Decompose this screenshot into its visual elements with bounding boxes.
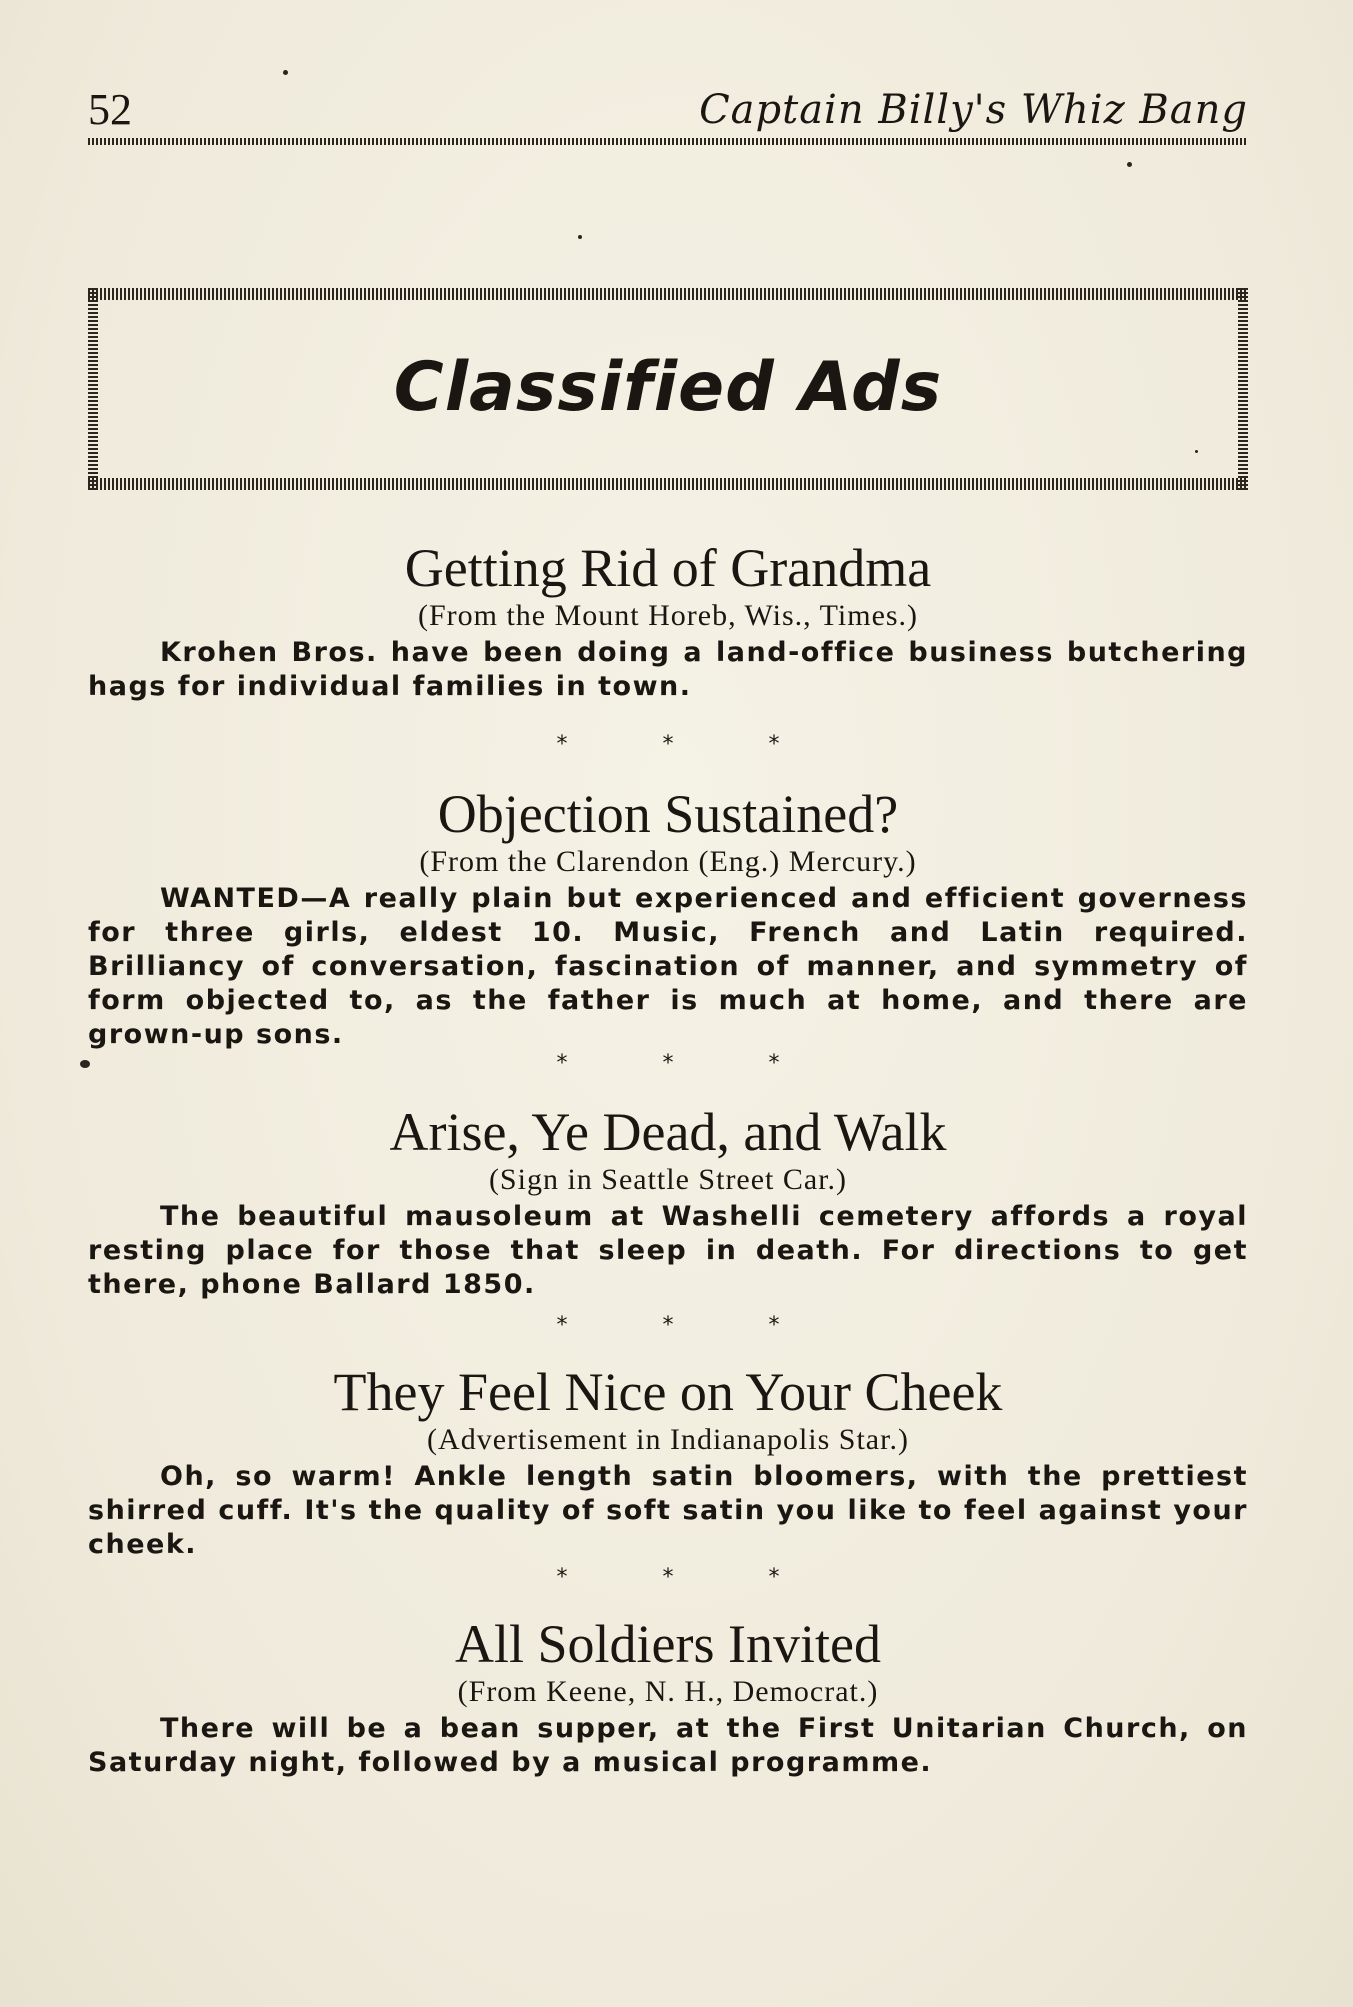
header-rule xyxy=(88,138,1248,145)
paper-speck xyxy=(80,1060,90,1068)
ad-body: The beautiful mausoleum at Washelli cemetery affords a royal resting place for those that sleep in death. For directions to get there, phone Ballard 1850. xyxy=(88,1201,1248,1300)
ad-item xyxy=(88,784,1248,1052)
ad-body: Krohen Bros. have been doing a land-office business butchering hags for individual families in town. xyxy=(88,637,1248,702)
ad-source: (Sign in Seattle Street Car.) xyxy=(488,1163,848,1196)
ad-item xyxy=(88,1102,1248,1302)
separator-stars: * * * xyxy=(556,732,824,757)
box-border-top xyxy=(88,288,1248,300)
ad-item xyxy=(88,1614,1248,1780)
ad-headline: Arise, Ye Dead, and Walk xyxy=(389,1102,947,1162)
ad-source: (Advertisement in Indianapolis Star.) xyxy=(427,1423,909,1456)
section-title: Classified Ads xyxy=(393,348,943,427)
ad-item xyxy=(88,538,1248,704)
separator-stars: * * * xyxy=(556,1313,824,1338)
page-number: 52 xyxy=(88,85,132,134)
ad-body: Oh, so warm! Ankle length satin bloomers, with the prettiest shirred cuff. It's the quality of soft satin you like to feel against your cheek. xyxy=(88,1461,1248,1560)
ad-source: (From Keene, N. H., Democrat.) xyxy=(457,1675,879,1708)
section-title-box xyxy=(88,288,1248,490)
running-header xyxy=(88,82,1248,138)
paper-speck xyxy=(283,70,288,75)
ad-headline: Objection Sustained? xyxy=(437,784,899,844)
magazine-title: Captain Billy's Whiz Bang xyxy=(699,87,1248,133)
box-border-bottom xyxy=(88,478,1248,490)
ad-source: (From the Mount Horeb, Wis., Times.) xyxy=(417,599,919,632)
separator-stars: * * * xyxy=(556,1565,824,1590)
ad-headline: All Soldiers Invited xyxy=(455,1614,881,1674)
ad-source: (From the Clarendon (Eng.) Mercury.) xyxy=(419,845,917,878)
paper-speck xyxy=(1127,162,1132,167)
paper-speck xyxy=(578,235,582,239)
separator-stars: * * * xyxy=(556,1051,824,1076)
ad-body: WANTED—A really plain but experienced and efficient governess for three girls, eldest 10. Music, French and Latin required. Brilliancy of conversation, fascination of manner, and symmetry of form objected to, as the father is much at home, and there are grown-up sons. xyxy=(88,883,1248,1050)
ad-headline: Getting Rid of Grandma xyxy=(404,538,932,598)
paper-speck xyxy=(1195,450,1198,453)
ad-headline: They Feel Nice on Your Cheek xyxy=(333,1362,1003,1422)
ad-item xyxy=(88,1362,1248,1562)
ad-body: There will be a bean supper, at the First Unitarian Church, on Saturday night, followed by a musical programme. xyxy=(88,1713,1248,1778)
